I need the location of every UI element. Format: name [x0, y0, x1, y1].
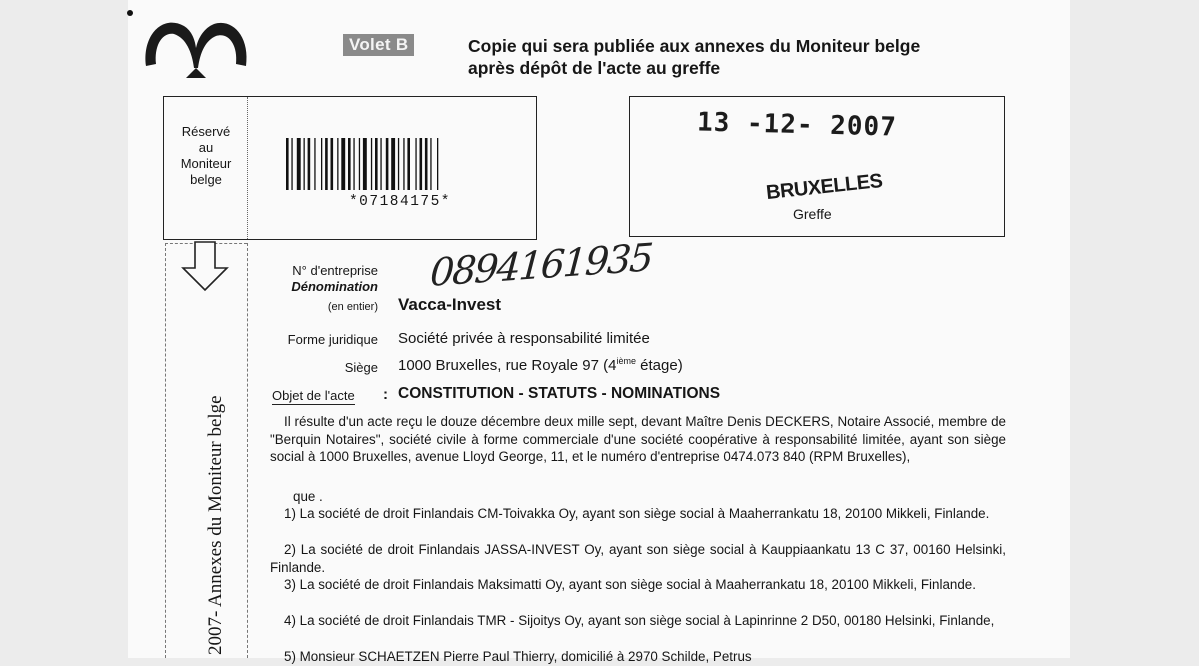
barcode-bar [291, 138, 292, 190]
object-value: CONSTITUTION - STATUTS - NOMINATIONS [398, 385, 721, 402]
denomination-sub-label: (en entier) [327, 301, 378, 313]
barcode [286, 138, 514, 190]
barcode-bar [286, 138, 289, 190]
object-colon: : [383, 386, 388, 403]
margin-border-right [247, 243, 248, 658]
barcode-bar [391, 138, 395, 190]
volet-b-label: Volet B [343, 34, 414, 56]
reserved-label-line-1: Réservé [181, 124, 231, 139]
margin-vertical-text: 2007- Annexes du Moniteur belge [205, 395, 226, 655]
barcode-bar [407, 138, 410, 190]
barcode-bar [371, 138, 372, 190]
denomination-value: Vacca-Invest [398, 295, 502, 314]
seat-label: Siège [344, 360, 378, 375]
barcode-bar [403, 138, 404, 190]
list-item [270, 648, 1006, 666]
barcode-bar [363, 138, 367, 190]
barcode-bar [415, 138, 416, 190]
intro-paragraph [270, 413, 1006, 466]
barcode-bar [308, 138, 311, 190]
title-line-1: Copie qui sera publiée aux annexes du Moniteur belge [468, 36, 921, 56]
barcode-bar [386, 138, 389, 190]
list-item [270, 505, 1006, 523]
scan-speck [127, 10, 133, 16]
list-item-text: 2) La société de droit Finlandais JASSA-INVEST Oy, ayant son siège social à Kauppiaankatu 13 C 37, 00160 Helsinki, Finlande. [270, 542, 1006, 575]
barcode-bar [325, 138, 328, 190]
barcode-bar [425, 138, 428, 190]
enterprise-number-label: N° d'entreprise [292, 263, 378, 278]
list-item-text: 1) La société de droit Finlandais CM-Toivakka Oy, ayant son siège social à Maaherrankatu 18, 20100 Mikkeli, Finlande. [284, 506, 990, 521]
legal-form-label: Forme juridique [287, 332, 378, 347]
barcode-bar [353, 138, 354, 190]
barcode-bar [341, 138, 345, 190]
reserved-label-line-2: au [198, 140, 214, 155]
list-item-text: 3) La société de droit Finlandais Maksimatti Oy, ayant son siège social à Maaherrankatu 18, 20100 Mikkeli, Finlande. [284, 577, 976, 592]
document-title [468, 35, 1008, 79]
margin-border-left [165, 243, 166, 658]
barcode-bar [321, 138, 322, 190]
object-label: Objet de l'acte [272, 388, 355, 403]
denomination-label: Dénomination [291, 279, 378, 294]
greffe-label: Greffe [793, 206, 832, 222]
arrow-down-icon [180, 240, 230, 292]
barcode-bar [380, 138, 381, 190]
list-item [270, 541, 1006, 576]
barcode-bar [304, 138, 305, 190]
barcode-number: *07184175* [348, 194, 451, 210]
barcode-bar [337, 138, 338, 190]
list-item [270, 612, 1006, 630]
reserved-label-line-3: Moniteur [180, 156, 232, 171]
barcode-bar [331, 138, 334, 190]
greffe-city-stamp: BRUXELLES [765, 169, 884, 205]
barcode-bar [398, 138, 399, 190]
barcode-bar [437, 138, 438, 190]
reserved-label-line-4: belge [190, 172, 222, 187]
handwritten-enterprise-number: 0894161935 [428, 235, 654, 295]
barcode-bar [297, 138, 301, 190]
seat-value [398, 356, 683, 374]
legal-form-value: Société privée à responsabilité limitée [398, 330, 650, 347]
list-item-text: 4) La société de droit Finlandais TMR - Sijoitys Oy, ayant son siège social à Lapinrinne 2 D50, 00180 Helsinki, Finlande, [284, 613, 995, 628]
barcode-bar [359, 138, 360, 190]
title-line-2: après dépôt de l'acte au greffe [468, 58, 721, 78]
seat-value-main: 1000 Bruxelles, rue Royale 97 (4 [398, 357, 617, 374]
que-line: que . [293, 489, 323, 504]
intro-text: Il résulte d'un acte reçu le douze décembre deux mille sept, devant Maître Denis DECKERS, Notaire Associé, membre de "Berquin Notaires", société civile à forme commerciale d'une société coopérative à responsabilité limitée, ayant son siège social à 1000 Bruxelles, avenue Lloyd George, 11, et le numéro d'entreprise 0474.073 840 (RPM Bruxelles), [270, 414, 1006, 465]
barcode-bar [348, 138, 351, 190]
reserved-label [164, 124, 248, 188]
date-stamp: 13 -12- 2007 [696, 107, 898, 143]
list-item [270, 576, 1006, 594]
barcode-bar [420, 138, 423, 190]
barcode-bar [375, 138, 378, 190]
list-item-text: 5) Monsieur SCHAETZEN Pierre Paul Thierry, domicilié à 2970 Schilde, Petrus [284, 649, 752, 664]
seat-value-sup: ième [616, 356, 636, 366]
moniteur-belge-logo [140, 6, 252, 94]
barcode-bar [314, 138, 315, 190]
seat-value-end: étage) [640, 357, 683, 374]
barcode-bar [430, 138, 431, 190]
